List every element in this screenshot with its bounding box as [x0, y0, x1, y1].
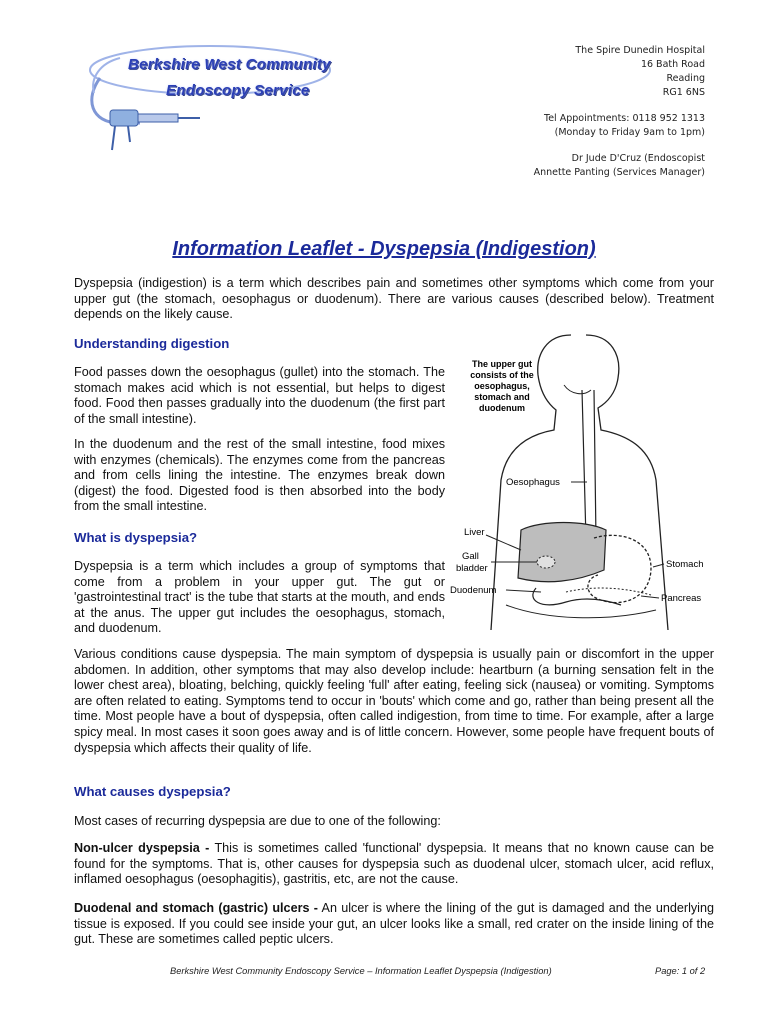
- section-heading: What causes dyspepsia?: [74, 784, 231, 799]
- term-label: Non-ulcer dyspepsia -: [74, 841, 210, 855]
- page-title: Information Leaflet - Dyspepsia (Indigestion): [172, 238, 596, 260]
- label-liver: Liver: [464, 527, 485, 538]
- logo: [80, 38, 380, 153]
- paragraph: Dyspepsia is a term which includes a group of symptoms that come from a problem in your upper gut. The gut or 'gastrointestinal tract' is the tube that starts at the mouth, and ends at the anus. The upper gut includes the oesophagus, stomach, and duodenum.: [74, 559, 445, 636]
- hours-line: (Monday to Friday 9am to 1pm): [554, 127, 705, 138]
- diagram-caption-line: consists of the: [470, 370, 534, 380]
- term-text: An ulcer is where the lining of the gut is damaged and the underlying tissue is exposed. If you could see inside your gut, an ulcer looks like a small, red crater on the inside lining of the gut. These are sometimes called peptic ulcers.: [74, 901, 714, 947]
- section-heading: What is dyspepsia?: [74, 530, 198, 545]
- diagram-caption-line: The upper gut: [472, 359, 532, 369]
- label-bladder: bladder: [456, 563, 488, 574]
- paragraph: Various conditions cause dyspepsia. The main symptom of dyspepsia is usually pain or discomfort in the upper abdomen. In addition, other symptoms that may also develop include: heartburn (a burning sensation felt in the lower chest area), bloating, belching, quickly feeling 'full' after eating, feeling sick (nausea) or vomiting. Symptoms are often related to eating. Symptoms tend to occur in 'bouts' which come and go, rather than being present all the time. Most people have a bout of dyspepsia, often called indigestion, from time to time. For example, after a large spicy meal. In most cases it soon goes away and is of little concern. However, some people have frequent bouts of dyspepsia which affects their quality of life.: [74, 647, 714, 755]
- address-block: [534, 44, 705, 180]
- paragraph: Food passes down the oesophagus (gullet) into the stomach. The stomach makes acid which is not essential, but helps to digest food. Food then passes gradually into the duodenum (the first part of the small intestine).: [74, 365, 445, 426]
- term-text: This is sometimes called 'functional' dyspepsia. It means that no known cause can be found for the symptoms. That is, other causes for dyspepsia such as duodenal ulcer, stomach ulcer, acid reflux, inflamed oesophagus (oesophagitis), gastritis, etc, are not the cause.: [74, 841, 714, 887]
- upper-gut-diagram: [446, 330, 721, 630]
- address-line: 16 Bath Road: [640, 59, 705, 70]
- phone-line: Tel Appointments: 0118 952 1313: [544, 113, 705, 124]
- diagram-caption-line: oesophagus,: [474, 381, 530, 391]
- paragraph: [74, 841, 714, 888]
- logo-title-line1: Berkshire West Community: [128, 56, 331, 73]
- logo-title-line2: Endoscopy Service: [166, 82, 310, 99]
- term-label: Duodenal and stomach (gastric) ulcers -: [74, 901, 318, 915]
- staff-line: Dr Jude D'Cruz (Endoscopist: [571, 153, 705, 164]
- diagram-caption-line: stomach and: [474, 392, 530, 402]
- diagram-caption-line: duodenum: [479, 403, 525, 413]
- paragraph: Most cases of recurring dyspepsia are due to one of the following:: [74, 814, 441, 828]
- intro-paragraph: Dyspepsia (indigestion) is a term which describes pain and sometimes other symptoms which come from your upper gut (the stomach, oesophagus or duodenum). There are various causes (described below). Treatment depends on the likely cause.: [74, 276, 714, 322]
- footer-text: Berkshire West Community Endoscopy Service – Information Leaflet Dyspepsia (Indigestion): [170, 966, 552, 976]
- label-oesophagus: Oesophagus: [506, 477, 560, 488]
- label-gall: Gall: [462, 551, 479, 562]
- address-line: The Spire Dunedin Hospital: [575, 45, 705, 56]
- label-stomach: Stomach: [666, 559, 704, 570]
- paragraph: In the duodenum and the rest of the small intestine, food mixes with enzymes (chemicals). The enzymes come from the pancreas and from cells lining the intestine. The enzymes break down (digest) the food. Digested food is then absorbed into the body from the small intestine.: [74, 437, 445, 514]
- staff-line: Annette Panting (Services Manager): [533, 167, 705, 178]
- paragraph: [74, 901, 714, 948]
- address-line: RG1 6NS: [662, 87, 705, 98]
- section-heading: Understanding digestion: [74, 336, 230, 351]
- label-duodenum: Duodenum: [450, 585, 497, 596]
- label-pancreas: Pancreas: [661, 593, 702, 604]
- page-number: Page: 1 of 2: [655, 966, 706, 976]
- address-line: Reading: [666, 73, 705, 84]
